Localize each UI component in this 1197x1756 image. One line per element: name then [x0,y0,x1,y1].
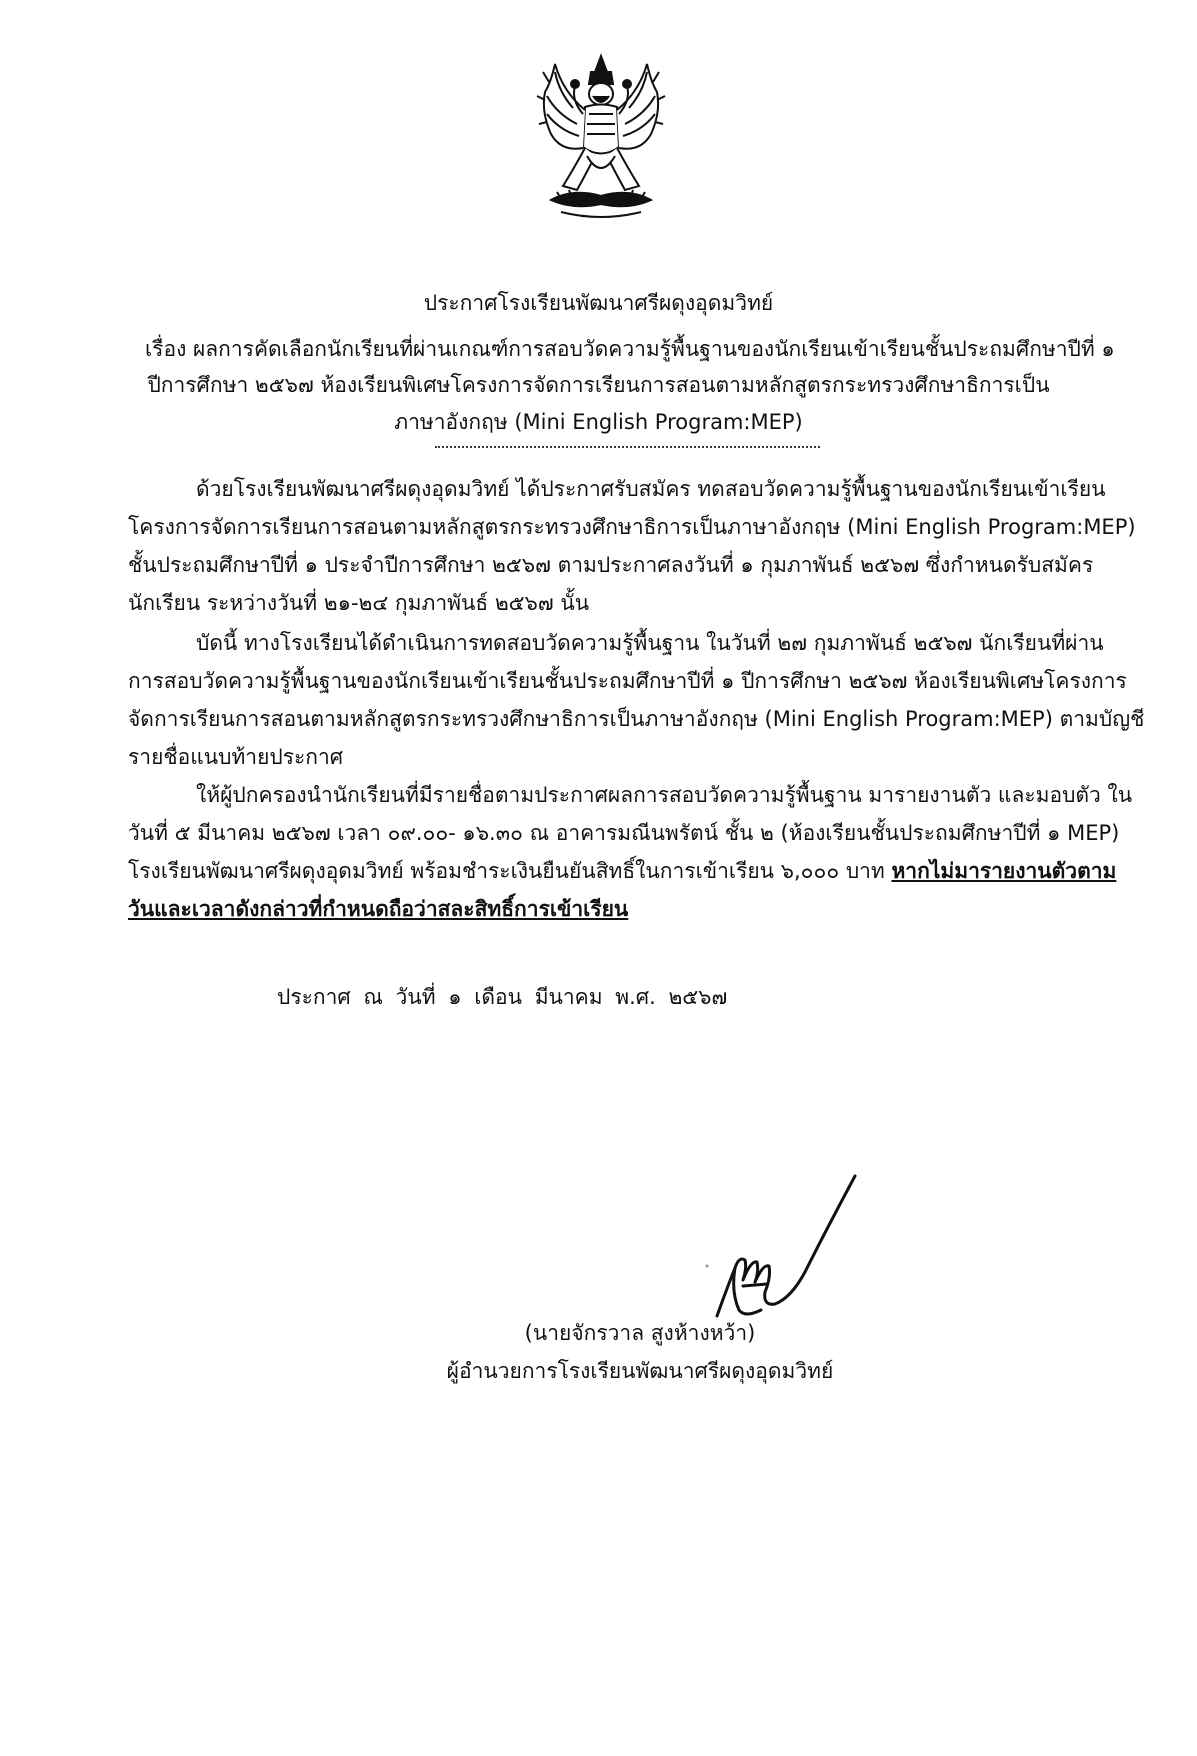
paragraph-1-line: ด้วยโรงเรียนพัฒนาศรีผดุงอุดมวิทย์ ได้ประกาศรับสมัคร ทดสอบวัดความรู้พื้นฐานของนักเรียนเข้าเรียน [196,477,1106,501]
paragraph-3-line: วันที่ ๕ มีนาคม ๒๕๖๗ เวลา ๐๙.๐๐- ๑๖.๓๐ ณ อาคารมณีนพรัตน์ ชั้น ๒ (ห้องเรียนชั้นประถมศึกษาปีที่ ๑ MEP) [128,821,1120,845]
announcement-title: ประกาศโรงเรียนพัฒนาศรีผดุงอุดมวิทย์ [423,291,774,315]
subject-line-1: เรื่อง ผลการคัดเลือกนักเรียนที่ผ่านเกณฑ์การสอบวัดความรู้พื้นฐานของนักเรียนเข้าเรียนชั้นประถมศึกษาปีที่ ๑ [145,337,1115,361]
paragraph-1 [128,470,1136,622]
paragraph-3-line [128,890,1128,928]
paragraph-2-line: จัดการเรียนการสอนตามหลักสูตรกระทรวงศึกษาธิการเป็นภาษาอังกฤษ (Mini English Program:MEP) ตามบัญชี [128,707,1145,731]
paragraph-2-line: รายชื่อแนบท้ายประกาศ [128,745,344,769]
paragraph-2-line: การสอบวัดความรู้พื้นฐานของนักเรียนเข้าเรียนชั้นประถมศึกษาปีที่ ๑ ปีการศึกษา ๒๕๖๗ ห้องเรียนพิเศษโครงการ [128,669,1127,693]
paragraph-1-line: โครงการจัดการเรียนการสอนตามหลักสูตรกระทรวงศึกษาธิการเป็นภาษาอังกฤษ (Mini English Program:MEP) [128,515,1136,539]
paragraph-2 [128,624,1145,776]
paragraph-3-line [128,852,1128,890]
paragraph-3-line: ให้ผู้ปกครองนำนักเรียนที่มีรายชื่อตามประกาศผลการสอบวัดความรู้พื้นฐาน มารายงานตัว และมอบตัว ใน [196,783,1133,807]
paragraph-1-line: ชั้นประถมศึกษาปีที่ ๑ ประจำปีการศึกษา ๒๕๖๗ ตามประกาศลงวันที่ ๑ กุมภาพันธ์ ๒๕๖๗ ซึ่งกำหนดรับสมัคร [128,553,1094,577]
paragraph-3 [128,776,1133,928]
signer-position: ผู้อำนวยการโรงเรียนพัฒนาศรีผดุงอุดมวิทย์ [446,1359,834,1383]
announcement-date: ประกาศ ณ วันที่ ๑ เดือน มีนาคม พ.ศ. ๒๕๖๗ [277,985,728,1009]
garuda-emblem-icon [533,52,669,227]
separator-dots [435,446,820,448]
warning-text-continued: วันและเวลาดังกล่าวที่กำหนดถือว่าสละสิทธิ์การเข้าเรียน [128,897,629,921]
paragraph-2-line: บัดนี้ ทางโรงเรียนได้ดำเนินการทดสอบวัดความรู้พื้นฐาน ในวันที่ ๒๗ กุมภาพันธ์ ๒๕๖๗ นักเรียนที่ผ่าน [196,631,1104,655]
paragraph-1-line: นักเรียน ระหว่างวันที่ ๒๑-๒๔ กุมภาพันธ์ ๒๕๖๗ นั้น [128,591,590,615]
subject-line-2: ปีการศึกษา ๒๕๖๗ ห้องเรียนพิเศษโครงการจัดการเรียนการสอนตามหลักสูตรกระทรวงศึกษาธิการเป็น [147,373,1050,397]
paragraph-3-line-3-text: โรงเรียนพัฒนาศรีผดุงอุดมวิทย์ พร้อมชำระเงินยืนยันสิทธิ์ในการเข้าเรียน ๖,๐๐๐ บาท [128,859,892,883]
signature-icon [705,1168,885,1323]
subject-line-3: ภาษาอังกฤษ (Mini English Program:MEP) [394,410,803,434]
warning-text: หากไม่มารายงานตัวตาม [891,859,1117,883]
signer-name: (นายจักรวาล สูงห้างหว้า) [524,1321,756,1345]
